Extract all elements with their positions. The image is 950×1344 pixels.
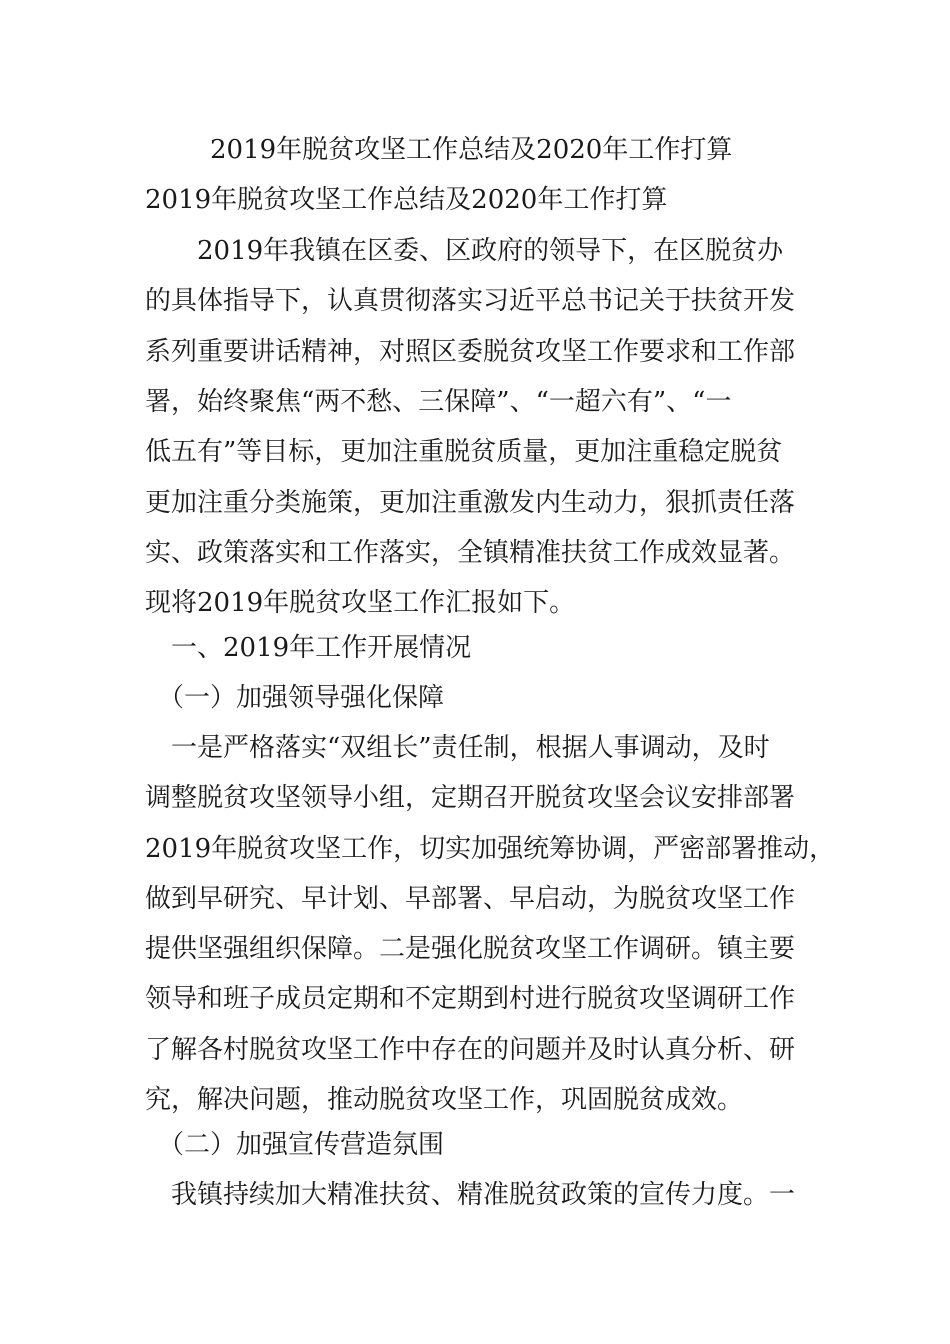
paragraph-line: 的具体指导下，认真贯彻落实习近平总书记关于扶贫开发 <box>145 286 796 316</box>
paragraph-line: 2019年我镇在区委、区政府的领导下，在区脱贫办 <box>145 236 784 266</box>
paragraph-line: 实、政策落实和工作落实，全镇精准扶贫工作成效显著。 <box>145 538 796 568</box>
paragraph-line: 提供坚强组织保障。二是强化脱贫攻坚工作调研。镇主要 <box>145 934 796 964</box>
paragraph-line: 我镇持续加大精准扶贫、精准脱贫政策的宣传力度。一 <box>145 1180 796 1210</box>
paragraph-line: 现将2019年脱贫攻坚工作汇报如下。 <box>145 588 576 618</box>
paragraph-line: 究，解决问题，推动脱贫攻坚工作，巩固脱贫成效。 <box>145 1085 744 1115</box>
subsection-heading: （二）加强宣传营造氛围 <box>145 1130 445 1160</box>
paragraph-line: 调整脱贫攻坚领导小组，定期召开脱贫攻坚会议安排部署 <box>145 783 796 813</box>
document-title-centered: 2019年脱贫攻坚工作总结及2020年工作打算 <box>210 135 733 165</box>
paragraph-line: 低五有”等目标，更加注重脱贫质量，更加注重稳定脱贫 <box>145 437 783 467</box>
paragraph-line: 领导和班子成员定期和不定期到村进行脱贫攻坚调研工作 <box>145 984 796 1014</box>
paragraph-line: 系列重要讲话精神，对照区委脱贫攻坚工作要求和工作部 <box>145 337 796 367</box>
paragraph-line: 更加注重分类施策，更加注重激发内生动力，狠抓责任落 <box>145 488 796 518</box>
paragraph-line: 2019年脱贫攻坚工作，切实加强统筹协调，严密部署推动， <box>145 834 836 864</box>
paragraph-line: 做到早研究、早计划、早部署、早启动，为脱贫攻坚工作 <box>145 884 796 914</box>
document-title: 2019年脱贫攻坚工作总结及2020年工作打算 <box>145 185 668 215</box>
paragraph-line: 了解各村脱贫攻坚工作中存在的问题并及时认真分析、研 <box>145 1035 796 1065</box>
paragraph-line: 署，始终聚焦“两不愁、三保障”、“一超六有”、“一 <box>145 387 732 417</box>
paragraph-line: 一是严格落实“双组长”责任制，根据人事调动，及时 <box>145 733 770 763</box>
subsection-heading: （一）加强领导强化保障 <box>145 683 445 713</box>
section-heading: 一、2019年工作开展情况 <box>145 633 472 663</box>
